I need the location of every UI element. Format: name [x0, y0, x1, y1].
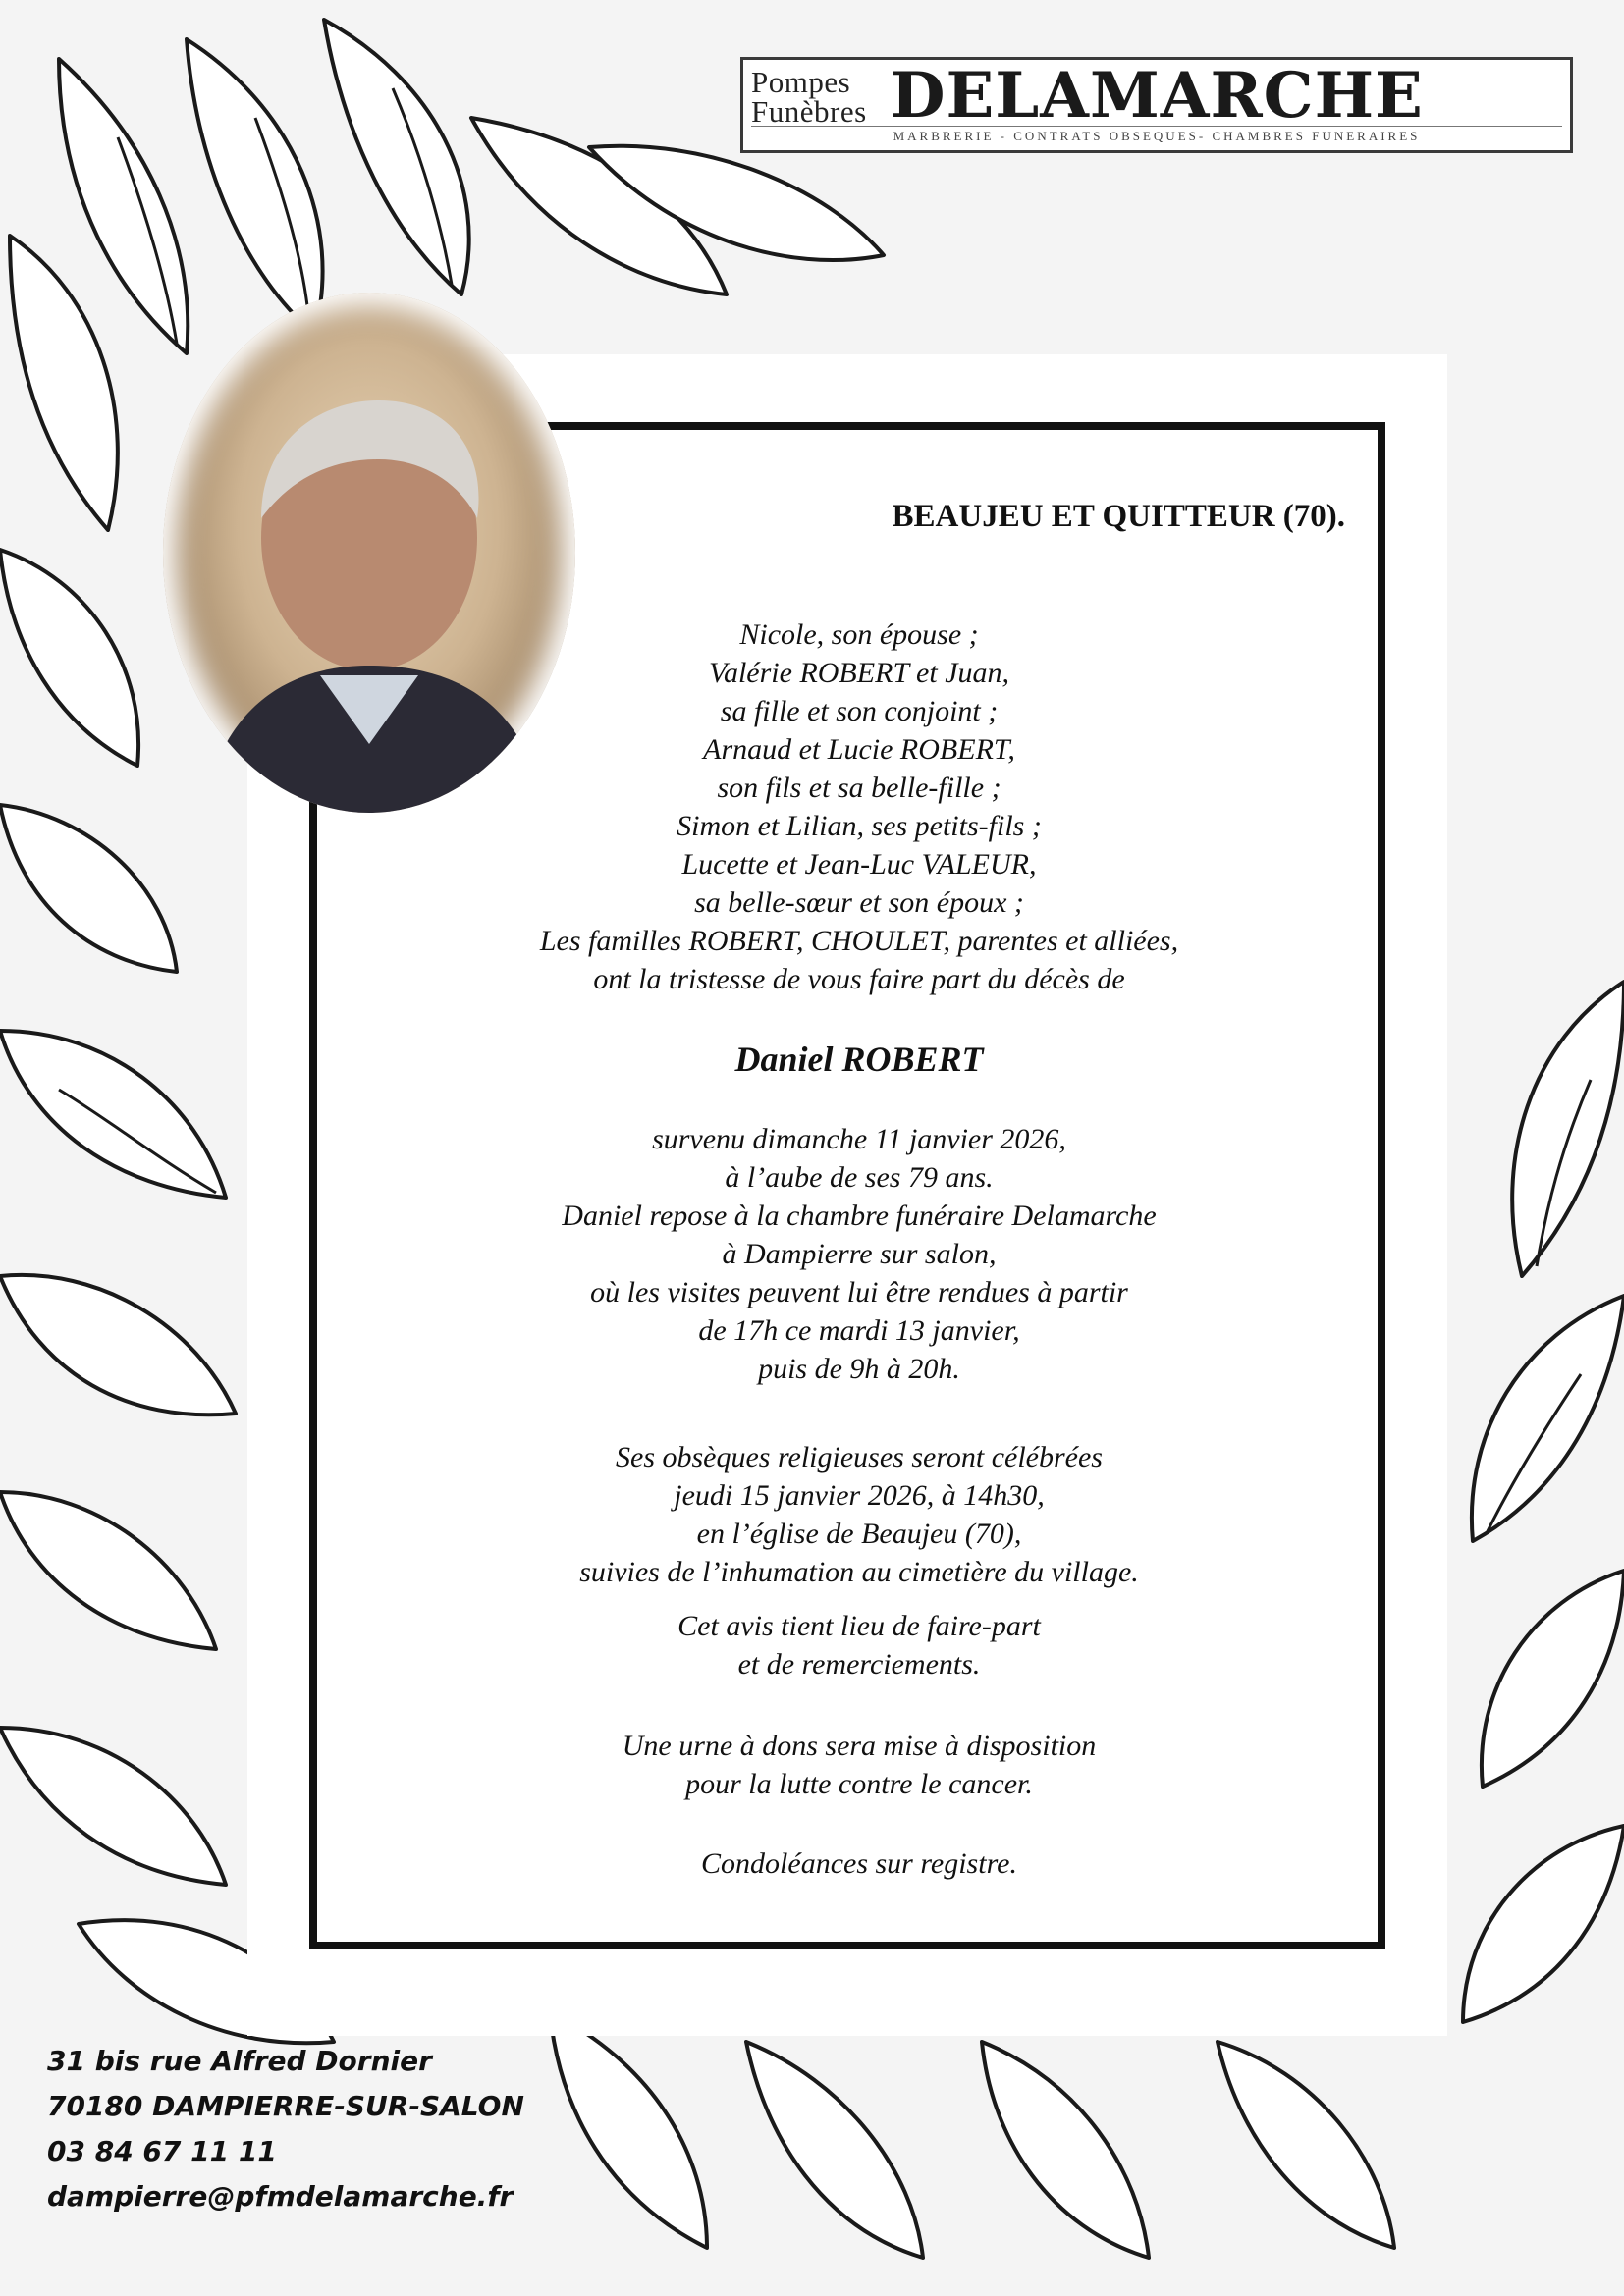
- family-line: Nicole, son épouse ;: [739, 618, 979, 651]
- family-line: Simon et Lilian, ses petits-fils ;: [677, 810, 1042, 842]
- logo-subtitle: Pompes Funèbres: [751, 65, 867, 129]
- notice-line: et de remerciements.: [737, 1648, 981, 1681]
- details-list: [324, 1120, 1394, 1388]
- logo-name: DELAMARCHE: [891, 59, 1424, 133]
- logo-tagline: MARBRERIE - CONTRATS OBSEQUES- CHAMBRES FUNERAIRES: [751, 126, 1562, 144]
- details-line: de 17h ce mardi 13 janvier,: [698, 1314, 1020, 1347]
- contact-phone[interactable]: 03 84 67 11 11: [47, 2135, 277, 2167]
- donation-text: [324, 1727, 1394, 1803]
- contact-address: 31 bis rue Alfred Dornier: [47, 2045, 432, 2077]
- funeral-line: jeudi 15 janvier 2026, à 14h30,: [674, 1479, 1045, 1512]
- funeral-line: en l’église de Beaujeu (70),: [696, 1518, 1022, 1550]
- family-line: sa belle-sœur et son époux ;: [694, 886, 1024, 919]
- family-line: Les familles ROBERT, CHOULET, parentes et alliées,: [539, 925, 1179, 957]
- family-line: Valérie ROBERT et Juan,: [708, 657, 1010, 689]
- location-heading: BEAUJEU ET QUITTEUR (70).: [892, 499, 1345, 534]
- family-line: ont la tristesse de vous faire part du décès de: [593, 963, 1125, 995]
- contact-block: [47, 2039, 524, 2219]
- notice-line: Cet avis tient lieu de faire-part: [677, 1610, 1041, 1642]
- donation-line: pour la lutte contre le cancer.: [685, 1768, 1033, 1800]
- details-line: à Dampierre sur salon,: [722, 1238, 997, 1270]
- details-line: Daniel repose à la chambre funéraire Delamarche: [562, 1200, 1157, 1232]
- contact-city: 70180 DAMPIERRE-SUR-SALON: [47, 2090, 524, 2122]
- condolences-line: Condoléances sur registre.: [701, 1847, 1017, 1880]
- donation-line: Une urne à dons sera mise à disposition: [622, 1730, 1097, 1762]
- details-line: à l’aube de ses 79 ans.: [725, 1161, 994, 1194]
- funeral-home-logo: [740, 57, 1573, 153]
- family-list: [324, 615, 1394, 998]
- funeral-line: suivies de l’inhumation au cimetière du village.: [579, 1556, 1139, 1588]
- funeral-line: Ses obsèques religieuses seront célébrées: [616, 1441, 1103, 1473]
- family-line: Lucette et Jean-Luc VALEUR,: [681, 848, 1037, 881]
- details-line: survenu dimanche 11 janvier 2026,: [652, 1123, 1066, 1155]
- family-line: Arnaud et Lucie ROBERT,: [703, 733, 1015, 766]
- deceased-name: Daniel ROBERT: [734, 1040, 984, 1079]
- details-line: où les visites peuvent lui être rendues à partir: [590, 1276, 1128, 1308]
- family-line: sa fille et son conjoint ;: [720, 695, 999, 727]
- details-line: puis de 9h à 20h.: [758, 1353, 960, 1385]
- funeral-list: [324, 1438, 1394, 1591]
- contact-email[interactable]: dampierre@pfmdelamarche.fr: [47, 2180, 514, 2213]
- condolences-text: [324, 1844, 1394, 1883]
- family-line: son fils et sa belle-fille ;: [717, 772, 1001, 804]
- notice-text: [324, 1607, 1394, 1683]
